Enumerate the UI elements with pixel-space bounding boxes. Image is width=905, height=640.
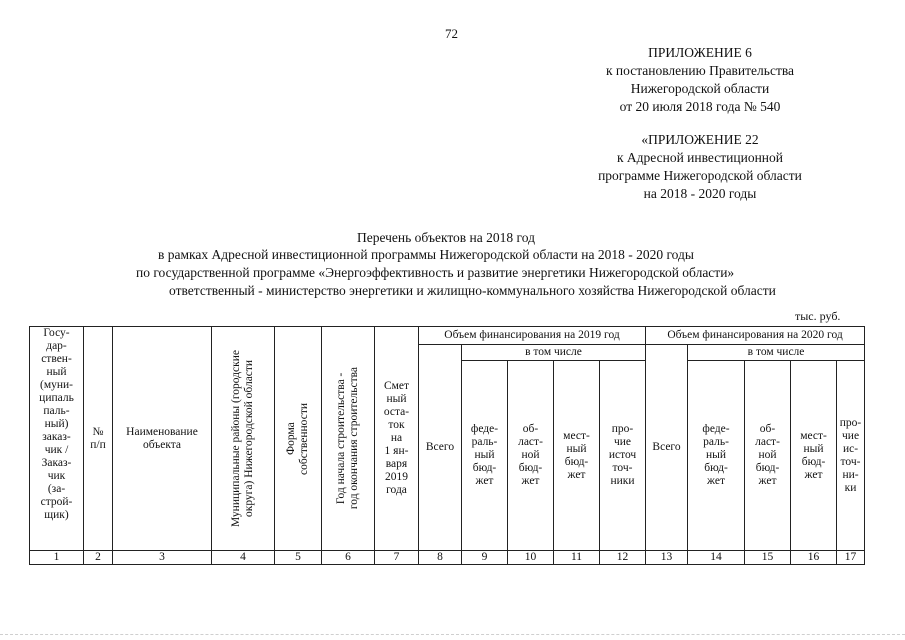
districts-column-header xyxy=(212,327,275,551)
districts-column-text: Муниципальные районы (городские округа) Нижегородской области xyxy=(230,349,255,527)
ownership-column-text: Форма собственности xyxy=(285,402,310,475)
title-line-2: в рамках Адресной инвестиционной программы Нижегородской области на 2018 - 2020 годы xyxy=(158,247,694,262)
column-number: 4 xyxy=(212,551,275,565)
appendix-6-line-1: ПРИЛОЖЕНИЕ 6 xyxy=(648,45,752,60)
column-number: 14 xyxy=(688,551,745,565)
column-number: 17 xyxy=(837,551,865,565)
including-2020-header: в том числе xyxy=(688,345,865,361)
column-number-row xyxy=(30,551,865,565)
page-number: 72 xyxy=(445,26,458,41)
objects-table xyxy=(29,326,865,565)
ownership-column-header xyxy=(275,327,322,551)
number-column-header: № п/п xyxy=(84,327,113,551)
column-number: 6 xyxy=(322,551,375,565)
local-budget-2020-header: мест- ный бюд- жет xyxy=(791,361,837,551)
including-2019-header: в том числе xyxy=(462,345,646,361)
column-number: 11 xyxy=(554,551,600,565)
column-number: 10 xyxy=(508,551,554,565)
financing-2019-header: Объем финансирования на 2019 год xyxy=(419,327,646,345)
column-number: 15 xyxy=(745,551,791,565)
column-number: 13 xyxy=(646,551,688,565)
appendix-22-line-1: «ПРИЛОЖЕНИЕ 22 xyxy=(641,132,759,147)
title-line-1: Перечень объектов на 2018 год xyxy=(357,230,535,245)
column-number: 2 xyxy=(84,551,113,565)
financing-2020-header: Объем финансирования на 2020 год xyxy=(646,327,865,345)
local-budget-2019-header: мест- ный бюд- жет xyxy=(554,361,600,551)
other-sources-2019-header: про- чие источ точ- ники xyxy=(600,361,646,551)
table-header-row-1 xyxy=(30,327,865,345)
other-sources-2020-header: про- чие ис- точ- ни- ки xyxy=(837,361,865,551)
appendix-6-line-3: Нижегородской области xyxy=(630,81,770,96)
estimate-balance-column-header: Смет ный оста- ток на 1 ян- варя 2019 года xyxy=(375,327,419,551)
appendix-22-line-4: на 2018 - 2020 годы xyxy=(643,186,757,201)
appendix-6-line-2: к постановлению Правительства xyxy=(605,63,795,78)
regional-budget-2019-header: об- ласт- ной бюд- жет xyxy=(508,361,554,551)
federal-budget-2019-header: феде- раль- ный бюд- жет xyxy=(462,361,508,551)
total-2020-header: Всего xyxy=(646,345,688,551)
appendix-22-header xyxy=(560,131,840,203)
column-number: 8 xyxy=(419,551,462,565)
federal-budget-2020-header: феде- раль- ный бюд- жет xyxy=(688,361,745,551)
column-number: 16 xyxy=(791,551,837,565)
title-line-4: ответственный - министерство энергетики и жилищно-коммунального хозяйства Нижегородской области xyxy=(169,283,776,298)
total-2019-header: Всего xyxy=(419,345,462,551)
scan-edge-line xyxy=(0,634,905,636)
construction-years-column-header xyxy=(322,327,375,551)
appendix-6-line-4: от 20 июля 2018 года № 540 xyxy=(619,99,781,114)
unit-label: тыс. руб. xyxy=(795,309,841,323)
construction-years-column-text: Год начала строительства - год окончания строительства xyxy=(335,367,360,510)
column-number: 9 xyxy=(462,551,508,565)
column-number: 12 xyxy=(600,551,646,565)
column-number: 1 xyxy=(30,551,84,565)
appendix-22-line-2: к Адресной инвестиционной xyxy=(616,150,783,165)
object-name-column-header: Наименование объекта xyxy=(113,327,212,551)
appendix-6-header xyxy=(560,44,840,116)
column-number: 3 xyxy=(113,551,212,565)
title-line-3: по государственной программе «Энергоэффективность и развитие энергетики Нижегородской области» xyxy=(136,265,735,280)
column-number: 5 xyxy=(275,551,322,565)
regional-budget-2020-header: об- ласт- ной бюд- жет xyxy=(745,361,791,551)
customer-column-header: Госу- дар- ствен- ный (муни- ципаль паль- ный) заказ- чик / Заказ- чик (за- строй- щик) xyxy=(30,327,84,551)
appendix-22-line-3: программе Нижегородской области xyxy=(598,168,802,183)
column-number: 7 xyxy=(375,551,419,565)
